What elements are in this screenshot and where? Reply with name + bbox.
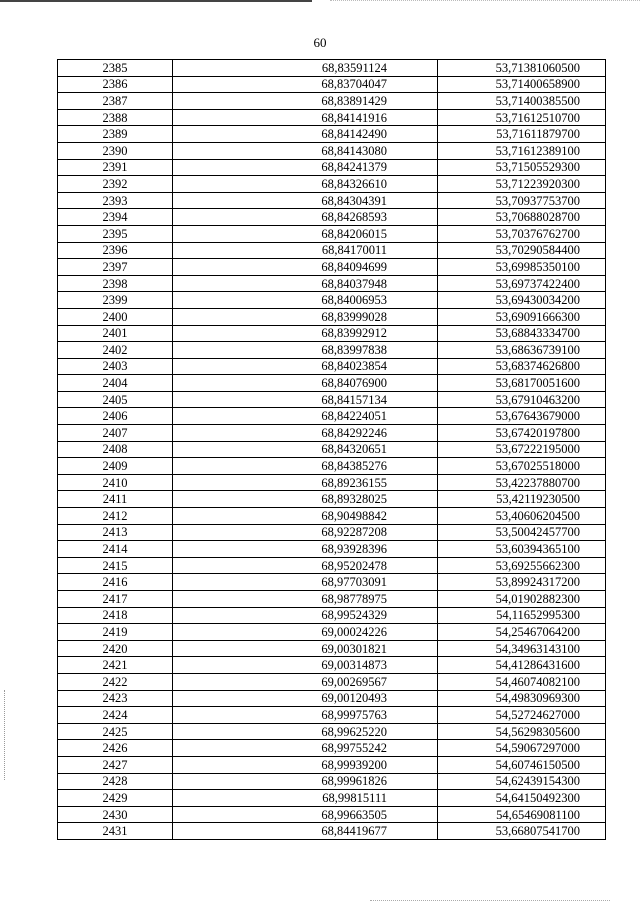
latitude-cell: 54,52724627000: [438, 707, 606, 724]
latitude-cell: 53,69091666300: [438, 308, 606, 325]
point-number-cell: 2400: [58, 308, 173, 325]
scan-border-top: [0, 0, 312, 2]
scan-border-bottom: [370, 900, 610, 901]
longitude-cell: 68,84037948: [173, 275, 438, 292]
table-row: [58, 159, 606, 176]
longitude-cell: 68,84023854: [173, 358, 438, 375]
table-row: [58, 458, 606, 475]
point-number-cell: 2399: [58, 292, 173, 309]
longitude-cell: 68,99755242: [173, 740, 438, 757]
table-row: [58, 142, 606, 159]
table-row: [58, 756, 606, 773]
point-number-cell: 2415: [58, 557, 173, 574]
point-number-cell: 2402: [58, 342, 173, 359]
longitude-cell: 68,84094699: [173, 259, 438, 276]
table-row: [58, 76, 606, 93]
point-number-cell: 2398: [58, 275, 173, 292]
longitude-cell: 68,84241379: [173, 159, 438, 176]
longitude-cell: 68,84141916: [173, 109, 438, 126]
latitude-cell: 54,64150492300: [438, 790, 606, 807]
point-number-cell: 2392: [58, 176, 173, 193]
longitude-cell: 68,89236155: [173, 474, 438, 491]
table-row: [58, 93, 606, 110]
scan-border-left: [4, 690, 5, 780]
longitude-cell: 68,98778975: [173, 591, 438, 608]
point-number-cell: 2414: [58, 541, 173, 558]
latitude-cell: 54,56298305600: [438, 723, 606, 740]
point-number-cell: 2391: [58, 159, 173, 176]
latitude-cell: 54,60746150500: [438, 756, 606, 773]
point-number-cell: 2387: [58, 93, 173, 110]
table-row: [58, 541, 606, 558]
latitude-cell: 54,65469081100: [438, 806, 606, 823]
table-row: [58, 740, 606, 757]
latitude-cell: 54,62439154300: [438, 773, 606, 790]
table-row: [58, 474, 606, 491]
latitude-cell: 54,01902882300: [438, 591, 606, 608]
latitude-cell: 53,40606204500: [438, 508, 606, 525]
table-row: [58, 275, 606, 292]
point-number-cell: 2420: [58, 640, 173, 657]
longitude-cell: 68,99961826: [173, 773, 438, 790]
point-number-cell: 2397: [58, 259, 173, 276]
longitude-cell: 69,00301821: [173, 640, 438, 657]
longitude-cell: 68,84320651: [173, 441, 438, 458]
point-number-cell: 2428: [58, 773, 173, 790]
longitude-cell: 69,00314873: [173, 657, 438, 674]
longitude-cell: 68,84076900: [173, 375, 438, 392]
longitude-cell: 68,83999028: [173, 308, 438, 325]
point-number-cell: 2431: [58, 823, 173, 840]
point-number-cell: 2419: [58, 624, 173, 641]
table-row: [58, 624, 606, 641]
table-row: [58, 242, 606, 259]
longitude-cell: 68,90498842: [173, 508, 438, 525]
latitude-cell: 53,71400385500: [438, 93, 606, 110]
latitude-cell: 53,60394365100: [438, 541, 606, 558]
longitude-cell: 68,84304391: [173, 192, 438, 209]
longitude-cell: 68,83891429: [173, 93, 438, 110]
latitude-cell: 53,68374626800: [438, 358, 606, 375]
longitude-cell: 68,84326610: [173, 176, 438, 193]
table-row: [58, 607, 606, 624]
point-number-cell: 2424: [58, 707, 173, 724]
latitude-cell: 53,67025518000: [438, 458, 606, 475]
table-row: [58, 723, 606, 740]
longitude-cell: 68,84142490: [173, 126, 438, 143]
latitude-cell: 53,67643679000: [438, 408, 606, 425]
latitude-cell: 54,49830969300: [438, 690, 606, 707]
longitude-cell: 68,84206015: [173, 225, 438, 242]
latitude-cell: 53,67910463200: [438, 391, 606, 408]
latitude-cell: 53,70376762700: [438, 225, 606, 242]
point-number-cell: 2427: [58, 756, 173, 773]
latitude-cell: 53,42119230500: [438, 491, 606, 508]
table-row: [58, 823, 606, 840]
table-row: [58, 109, 606, 126]
table-row: [58, 508, 606, 525]
longitude-cell: 68,97703091: [173, 574, 438, 591]
coordinates-table-body: [58, 60, 606, 840]
longitude-cell: 68,99663505: [173, 806, 438, 823]
longitude-cell: 68,84419677: [173, 823, 438, 840]
table-row: [58, 325, 606, 342]
point-number-cell: 2393: [58, 192, 173, 209]
point-number-cell: 2417: [58, 591, 173, 608]
point-number-cell: 2411: [58, 491, 173, 508]
latitude-cell: 53,69737422400: [438, 275, 606, 292]
latitude-cell: 53,69985350100: [438, 259, 606, 276]
longitude-cell: 68,83997838: [173, 342, 438, 359]
longitude-cell: 68,93928396: [173, 541, 438, 558]
latitude-cell: 54,41286431600: [438, 657, 606, 674]
table-row: [58, 425, 606, 442]
latitude-cell: 53,68636739100: [438, 342, 606, 359]
longitude-cell: 68,84157134: [173, 391, 438, 408]
point-number-cell: 2403: [58, 358, 173, 375]
table-row: [58, 673, 606, 690]
table-row: [58, 524, 606, 541]
latitude-cell: 53,70937753700: [438, 192, 606, 209]
table-row: [58, 60, 606, 77]
longitude-cell: 68,99625220: [173, 723, 438, 740]
point-number-cell: 2423: [58, 690, 173, 707]
longitude-cell: 69,00120493: [173, 690, 438, 707]
point-number-cell: 2418: [58, 607, 173, 624]
table-row: [58, 657, 606, 674]
latitude-cell: 53,42237880700: [438, 474, 606, 491]
latitude-cell: 53,67222195000: [438, 441, 606, 458]
table-row: [58, 806, 606, 823]
table-row: [58, 225, 606, 242]
table-row: [58, 640, 606, 657]
table-row: [58, 391, 606, 408]
point-number-cell: 2390: [58, 142, 173, 159]
point-number-cell: 2430: [58, 806, 173, 823]
table-row: [58, 176, 606, 193]
longitude-cell: 68,92287208: [173, 524, 438, 541]
longitude-cell: 68,99975763: [173, 707, 438, 724]
table-row: [58, 773, 606, 790]
latitude-cell: 53,71505529300: [438, 159, 606, 176]
point-number-cell: 2426: [58, 740, 173, 757]
table-row: [58, 441, 606, 458]
latitude-cell: 53,68843334700: [438, 325, 606, 342]
table-row: [58, 790, 606, 807]
coordinates-table: [57, 59, 606, 840]
table-row: [58, 342, 606, 359]
longitude-cell: 68,84006953: [173, 292, 438, 309]
point-number-cell: 2412: [58, 508, 173, 525]
table-row: [58, 557, 606, 574]
latitude-cell: 53,71400658900: [438, 76, 606, 93]
point-number-cell: 2396: [58, 242, 173, 259]
point-number-cell: 2404: [58, 375, 173, 392]
point-number-cell: 2405: [58, 391, 173, 408]
latitude-cell: 53,67420197800: [438, 425, 606, 442]
longitude-cell: 68,89328025: [173, 491, 438, 508]
point-number-cell: 2386: [58, 76, 173, 93]
longitude-cell: 68,83992912: [173, 325, 438, 342]
point-number-cell: 2401: [58, 325, 173, 342]
table-row: [58, 690, 606, 707]
table-row: [58, 209, 606, 226]
longitude-cell: 68,84224051: [173, 408, 438, 425]
latitude-cell: 54,46074082100: [438, 673, 606, 690]
latitude-cell: 53,66807541700: [438, 823, 606, 840]
longitude-cell: 68,84143080: [173, 142, 438, 159]
point-number-cell: 2408: [58, 441, 173, 458]
page-number: 60: [313, 35, 327, 50]
table-row: [58, 358, 606, 375]
longitude-cell: 68,83591124: [173, 60, 438, 77]
latitude-cell: 53,71611879700: [438, 126, 606, 143]
latitude-cell: 53,69430034200: [438, 292, 606, 309]
table-row: [58, 707, 606, 724]
point-number-cell: 2385: [58, 60, 173, 77]
latitude-cell: 53,70290584400: [438, 242, 606, 259]
latitude-cell: 53,71612510700: [438, 109, 606, 126]
latitude-cell: 53,71381060500: [438, 60, 606, 77]
table-row: [58, 259, 606, 276]
point-number-cell: 2409: [58, 458, 173, 475]
table-row: [58, 574, 606, 591]
point-number-cell: 2413: [58, 524, 173, 541]
latitude-cell: 53,89924317200: [438, 574, 606, 591]
longitude-cell: 68,84268593: [173, 209, 438, 226]
scan-border-top-dotted: [330, 0, 640, 1]
longitude-cell: 68,84292246: [173, 425, 438, 442]
longitude-cell: 69,00269567: [173, 673, 438, 690]
longitude-cell: 68,95202478: [173, 557, 438, 574]
latitude-cell: 53,71223920300: [438, 176, 606, 193]
table-row: [58, 375, 606, 392]
latitude-cell: 54,59067297000: [438, 740, 606, 757]
table-row: [58, 192, 606, 209]
table-row: [58, 491, 606, 508]
table-row: [58, 292, 606, 309]
longitude-cell: 68,84170011: [173, 242, 438, 259]
point-number-cell: 2421: [58, 657, 173, 674]
table-row: [58, 591, 606, 608]
longitude-cell: 68,99524329: [173, 607, 438, 624]
longitude-cell: 68,84385276: [173, 458, 438, 475]
point-number-cell: 2425: [58, 723, 173, 740]
point-number-cell: 2407: [58, 425, 173, 442]
point-number-cell: 2406: [58, 408, 173, 425]
point-number-cell: 2395: [58, 225, 173, 242]
longitude-cell: 69,00024226: [173, 624, 438, 641]
table-row: [58, 126, 606, 143]
point-number-cell: 2410: [58, 474, 173, 491]
point-number-cell: 2394: [58, 209, 173, 226]
latitude-cell: 54,25467064200: [438, 624, 606, 641]
table-row: [58, 308, 606, 325]
latitude-cell: 53,70688028700: [438, 209, 606, 226]
longitude-cell: 68,99939200: [173, 756, 438, 773]
point-number-cell: 2429: [58, 790, 173, 807]
point-number-cell: 2422: [58, 673, 173, 690]
point-number-cell: 2388: [58, 109, 173, 126]
latitude-cell: 53,71612389100: [438, 142, 606, 159]
longitude-cell: 68,83704047: [173, 76, 438, 93]
latitude-cell: 53,50042457700: [438, 524, 606, 541]
latitude-cell: 54,11652995300: [438, 607, 606, 624]
latitude-cell: 54,34963143100: [438, 640, 606, 657]
table-row: [58, 408, 606, 425]
latitude-cell: 53,69255662300: [438, 557, 606, 574]
latitude-cell: 53,68170051600: [438, 375, 606, 392]
point-number-cell: 2389: [58, 126, 173, 143]
point-number-cell: 2416: [58, 574, 173, 591]
longitude-cell: 68,99815111: [173, 790, 438, 807]
